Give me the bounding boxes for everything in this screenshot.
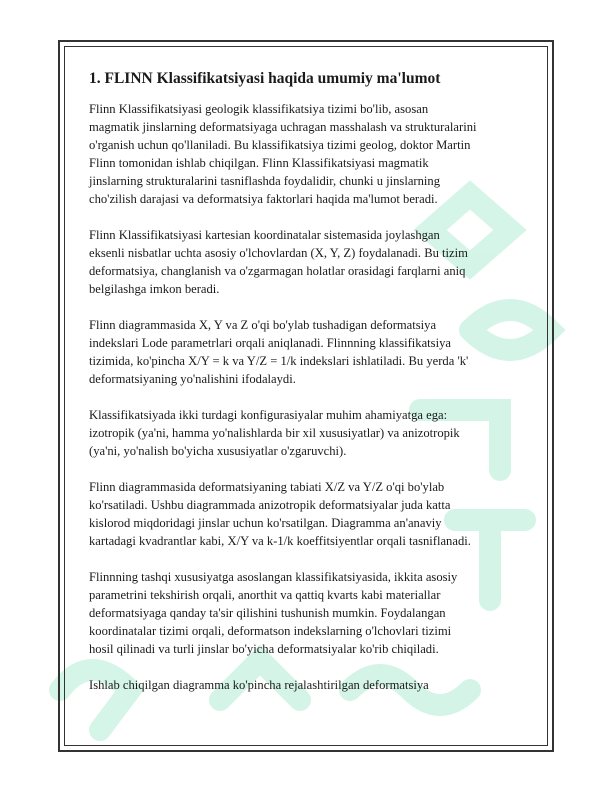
paragraph-line: Flinn diagrammasida deformatsiyaning tabiati X/Z va Y/Z o'qi bo'ylab xyxy=(89,480,445,494)
paragraph xyxy=(89,568,529,658)
paragraph xyxy=(89,100,529,208)
document-body xyxy=(89,68,529,712)
paragraph-line: Flinnning tashqi xususiyatga asoslangan klassifikatsiyasida, ikkita asosiy xyxy=(89,570,458,584)
paragraph-line: o'rganish uchun qo'llaniladi. Bu klassifikatsiya tizimi geolog, doktor Martin xyxy=(89,138,471,152)
paragraph-line: magmatik jinslarning deformatsiyaga uchragan masshalash va strukturalarini xyxy=(89,120,477,134)
paragraph-line: deformatsiyaning yo'nalishini ifodalaydi. xyxy=(89,372,296,386)
paragraph-line: deformatsiyaga qanday ta'sir qilishini tushunish mumkin. Foydalangan xyxy=(89,606,446,620)
paragraph-line: parametrini tekshirish orqali, anorthit va qattiq kvarts kabi materiallar xyxy=(89,588,441,602)
paragraph xyxy=(89,226,529,298)
paragraph-line: Ishlab chiqilgan diagramma ko'pincha rejalashtirilgan deformatsiya xyxy=(89,678,429,692)
paragraph-line: Flinn Klassifikatsiyasi geologik klassifikatsiya tizimi bo'lib, asosan xyxy=(89,102,429,116)
paragraph-line: kartadagi kvadrantlar kabi, X/Y va k-1/k koeffitsiyentlar orqali tasniflanadi. xyxy=(89,534,471,548)
paragraph-line: ko'rsatiladi. Ushbu diagrammada anizotropik deformatsiyalar juda katta xyxy=(89,498,451,512)
paragraph-line: izotropik (ya'ni, hamma yo'nalishlarda bir xil xususiyatlar) va anizotropik xyxy=(89,426,460,440)
paragraph xyxy=(89,676,529,694)
paragraph xyxy=(89,316,529,388)
paragraph-line: Flinn Klassifikatsiyasi kartesian koordinatalar sistemasida joylashgan xyxy=(89,228,440,242)
paragraph-line: Klassifikatsiyada ikki turdagi konfigurasiyalar muhim ahamiyatga ega: xyxy=(89,408,448,422)
paragraph-list xyxy=(89,100,529,694)
paragraph-line: eksenli nisbatlar uchta asosiy o'lchovlardan (X, Y, Z) foydalanadi. Bu tizim xyxy=(89,246,468,260)
paragraph-line: (ya'ni, yo'nalish bo'yicha xususiyatlar o'zgaruvchi). xyxy=(89,444,347,458)
page-title: 1. FLINN Klassifikatsiyasi haqida umumiy ma'lumot xyxy=(89,70,441,87)
paragraph xyxy=(89,406,529,460)
paragraph-line: indekslari Lode parametrlari orqali aniqlanadi. Flinnning klassifikatsiya xyxy=(89,336,451,350)
paragraph-line: tizimida, ko'pincha X/Y = k va Y/Z = 1/k indekslari ishlatiladi. Bu yerda 'k' xyxy=(89,354,469,368)
paragraph-line: kislorod miqdoridagi jinslar uchun ko'rsatilgan. Diagramma an'anaviy xyxy=(89,516,442,530)
paragraph-line: Flinn diagrammasida X, Y va Z o'qi bo'ylab tushadigan deformatsiya xyxy=(89,318,437,332)
paragraph-line: cho'zilish darajasi va deformatsiya faktorlari haqida ma'lumot beradi. xyxy=(89,192,438,206)
paragraph-line: jinslarning strukturalarini tasniflashda foydalidir, chunki u jinslarning xyxy=(89,174,441,188)
paragraph-line: belgilashga imkon beradi. xyxy=(89,282,220,296)
paragraph xyxy=(89,478,529,550)
paragraph-line: koordinatalar tizimi orqali, deformatson indekslarning o'lchovlari tizimi xyxy=(89,624,452,638)
paragraph-line: hosil qilinadi va turli jinslar bo'yicha deformatsiyalar ko'rib chiqiladi. xyxy=(89,642,439,656)
paragraph-line: Flinn tomonidan ishlab chiqilgan. Flinn Klassifikatsiyasi magmatik xyxy=(89,156,429,170)
paragraph-line: deformatsiya, changlanish va o'zgarmagan holatlar orasidagi farqlarni aniq xyxy=(89,264,466,278)
